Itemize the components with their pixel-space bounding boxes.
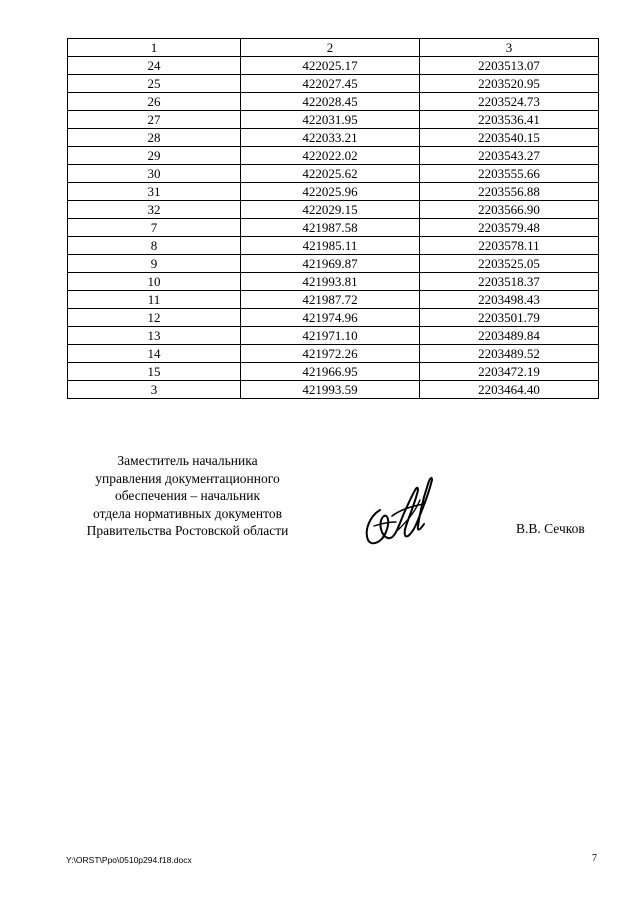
y-coordinate-cell: 2203518.37 [420,273,599,291]
point-number-cell: 10 [68,273,241,291]
y-coordinate-cell: 2203498.43 [420,291,599,309]
y-coordinate-cell: 2203579.48 [420,219,599,237]
x-coordinate-cell: 421987.58 [241,219,420,237]
y-coordinate-cell: 2203536.41 [420,111,599,129]
x-coordinate-cell: 422025.17 [241,57,420,75]
y-coordinate-cell: 2203525.05 [420,255,599,273]
point-number-cell: 15 [68,363,241,381]
y-coordinate-cell: 2203513.07 [420,57,599,75]
table-row [68,255,599,273]
x-coordinate-cell: 422027.45 [241,75,420,93]
point-number-cell: 28 [68,129,241,147]
point-number-cell: 13 [68,327,241,345]
y-coordinate-cell: 2203555.66 [420,165,599,183]
y-coordinate-cell: 2203543.27 [420,147,599,165]
table-row [68,381,599,399]
coordinates-table-body [68,39,599,399]
x-coordinate-cell: 422028.45 [241,93,420,111]
table-row [68,309,599,327]
point-number-cell: 11 [68,291,241,309]
column-number-header: 2 [241,39,420,57]
x-coordinate-cell: 422029.15 [241,201,420,219]
table-row [68,93,599,111]
y-coordinate-cell: 2203524.73 [420,93,599,111]
x-coordinate-cell: 421993.59 [241,381,420,399]
x-coordinate-cell: 421985.11 [241,237,420,255]
table-row [68,363,599,381]
point-number-cell: 32 [68,201,241,219]
point-number-cell: 9 [68,255,241,273]
table-row [68,201,599,219]
y-coordinate-cell: 2203578.11 [420,237,599,255]
table-row [68,111,599,129]
x-coordinate-cell: 421987.72 [241,291,420,309]
page-number: 7 [592,853,597,864]
y-coordinate-cell: 2203566.90 [420,201,599,219]
x-coordinate-cell: 422025.96 [241,183,420,201]
x-coordinate-cell: 421966.95 [241,363,420,381]
signer-title-line: отдела нормативных документов [93,505,282,521]
point-number-cell: 26 [68,93,241,111]
point-number-cell: 14 [68,345,241,363]
y-coordinate-cell: 2203489.84 [420,327,599,345]
table-row [68,291,599,309]
signer-name: В.В. Сечков [516,521,585,536]
y-coordinate-cell: 2203540.15 [420,129,599,147]
point-number-cell: 30 [68,165,241,183]
point-number-cell: 24 [68,57,241,75]
y-coordinate-cell: 2203556.88 [420,183,599,201]
x-coordinate-cell: 421993.81 [241,273,420,291]
signer-title-line: обеспечения – начальник [114,488,261,503]
point-number-cell: 7 [68,219,241,237]
point-number-cell: 3 [68,381,241,399]
table-header-row [68,39,599,57]
table-row [68,57,599,75]
table-row [68,273,599,291]
table-row [68,183,599,201]
y-coordinate-cell: 2203520.95 [420,75,599,93]
table-row [68,165,599,183]
point-number-cell: 12 [68,309,241,327]
column-number-header: 1 [68,39,241,57]
signer-position-title [60,452,315,540]
point-number-cell: 29 [68,147,241,165]
y-coordinate-cell: 2203464.40 [420,381,599,399]
table-row [68,147,599,165]
x-coordinate-cell: 421974.96 [241,309,420,327]
x-coordinate-cell: 422025.62 [241,165,420,183]
signer-title-line: управления документационного [95,470,280,486]
x-coordinate-cell: 421971.10 [241,327,420,345]
table-row [68,345,599,363]
signer-title-line: Правительства Ростовской области [86,523,289,538]
y-coordinate-cell: 2203472.19 [420,363,599,381]
table-row [68,219,599,237]
signer-title-line: Заместитель начальника [117,453,258,468]
point-number-cell: 8 [68,237,241,255]
footer-file-path: Y:\ORST\Ppo\0510p294.f18.docx [66,855,192,865]
x-coordinate-cell: 421969.87 [241,255,420,273]
table-row [68,129,599,147]
table-row [68,327,599,345]
table-row [68,237,599,255]
coordinates-table [67,38,599,399]
handwritten-signature-icon [362,470,440,550]
x-coordinate-cell: 422033.21 [241,129,420,147]
x-coordinate-cell: 422031.95 [241,111,420,129]
point-number-cell: 27 [68,111,241,129]
point-number-cell: 25 [68,75,241,93]
y-coordinate-cell: 2203501.79 [420,309,599,327]
x-coordinate-cell: 422022.02 [241,147,420,165]
point-number-cell: 31 [68,183,241,201]
x-coordinate-cell: 421972.26 [241,345,420,363]
column-number-header: 3 [420,39,599,57]
table-row [68,75,599,93]
y-coordinate-cell: 2203489.52 [420,345,599,363]
